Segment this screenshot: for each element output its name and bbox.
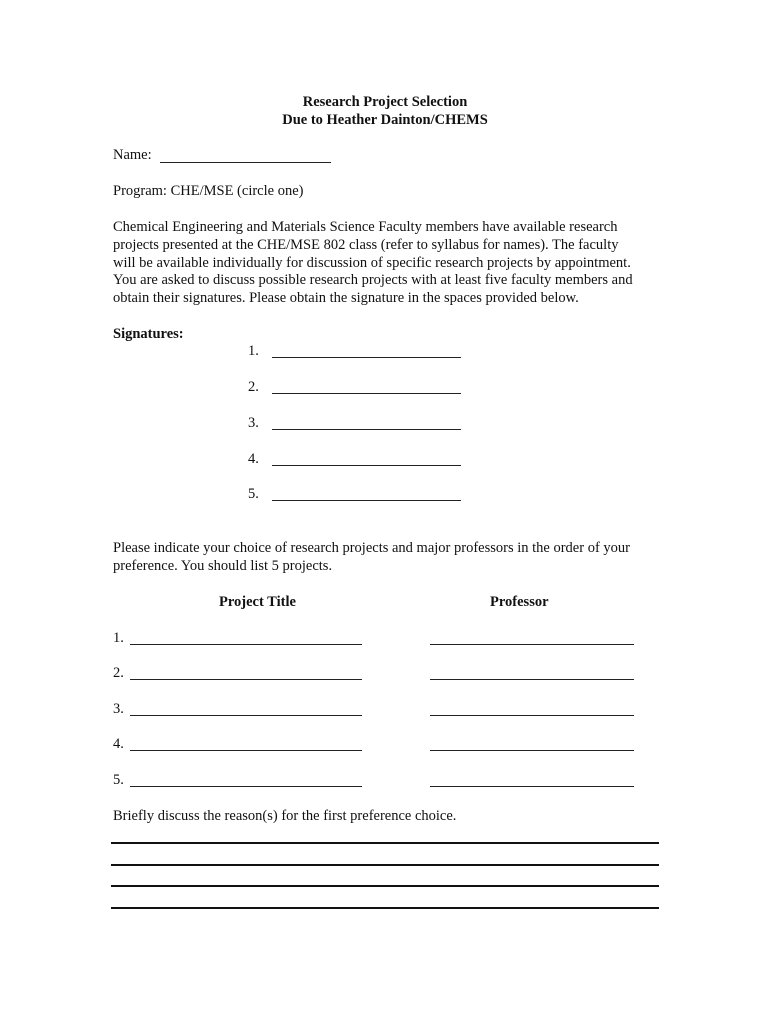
signature-number: 3. [248, 415, 259, 431]
choice-line: preference. You should list 5 projects. [113, 557, 333, 574]
reason-prompt: Briefly discuss the reason(s) for the first preference choice. [113, 808, 457, 824]
choice-paragraph [113, 540, 673, 576]
intro-line: obtain their signatures. Please obtain the signature in the spaces provided below. [113, 290, 579, 307]
intro-paragraph [113, 219, 673, 308]
reason-response-line-1[interactable] [111, 842, 659, 844]
signatures-heading: Signatures: [113, 326, 184, 342]
signature-number: 2. [248, 379, 259, 395]
intro-line: Chemical Engineering and Materials Science Faculty members have available research [113, 219, 618, 235]
project-title-field-2[interactable] [130, 679, 362, 680]
professor-field-5[interactable] [430, 786, 634, 787]
reason-response-line-2[interactable] [111, 864, 659, 866]
professor-field-1[interactable] [430, 644, 634, 645]
signature-line-3[interactable] [272, 429, 461, 430]
page-subtitle: Due to Heather Dainton/CHEMS [282, 112, 488, 128]
preference-number: 1. [113, 630, 124, 646]
preference-number: 4. [113, 736, 124, 752]
signature-number: 5. [248, 486, 259, 502]
name-label: Name: [113, 147, 152, 163]
signature-number: 4. [248, 451, 259, 467]
page-title: Research Project Selection [302, 94, 468, 110]
professor-field-4[interactable] [430, 750, 634, 751]
professor-field-3[interactable] [430, 715, 634, 716]
signature-number: 1. [248, 343, 259, 359]
signature-line-1[interactable] [272, 357, 461, 358]
signature-line-4[interactable] [272, 465, 461, 466]
reason-response-line-3[interactable] [111, 885, 659, 887]
program-label: Program: CHE/MSE (circle one) [113, 183, 304, 199]
project-title-field-4[interactable] [130, 750, 362, 751]
project-title-field-5[interactable] [130, 786, 362, 787]
preference-number: 5. [113, 772, 124, 788]
choice-line: Please indicate your choice of research projects and major professors in the order of your [113, 540, 630, 556]
project-title-field-1[interactable] [130, 644, 362, 645]
professor-header: Professor [490, 594, 549, 610]
intro-line: will be available individually for discussion of specific research projects by appointment. [113, 254, 631, 271]
signature-line-2[interactable] [272, 393, 461, 394]
preference-number: 3. [113, 701, 124, 717]
signature-line-5[interactable] [272, 500, 461, 501]
project-title-field-3[interactable] [130, 715, 362, 716]
professor-field-2[interactable] [430, 679, 634, 680]
name-field[interactable] [160, 162, 331, 163]
reason-response-line-4[interactable] [111, 907, 659, 909]
intro-line: You are asked to discuss possible research projects with at least five faculty members and [113, 272, 633, 289]
intro-line: projects presented at the CHE/MSE 802 class (refer to syllabus for names). The faculty [113, 236, 619, 253]
project-title-header: Project Title [219, 594, 296, 610]
preference-number: 2. [113, 665, 124, 681]
